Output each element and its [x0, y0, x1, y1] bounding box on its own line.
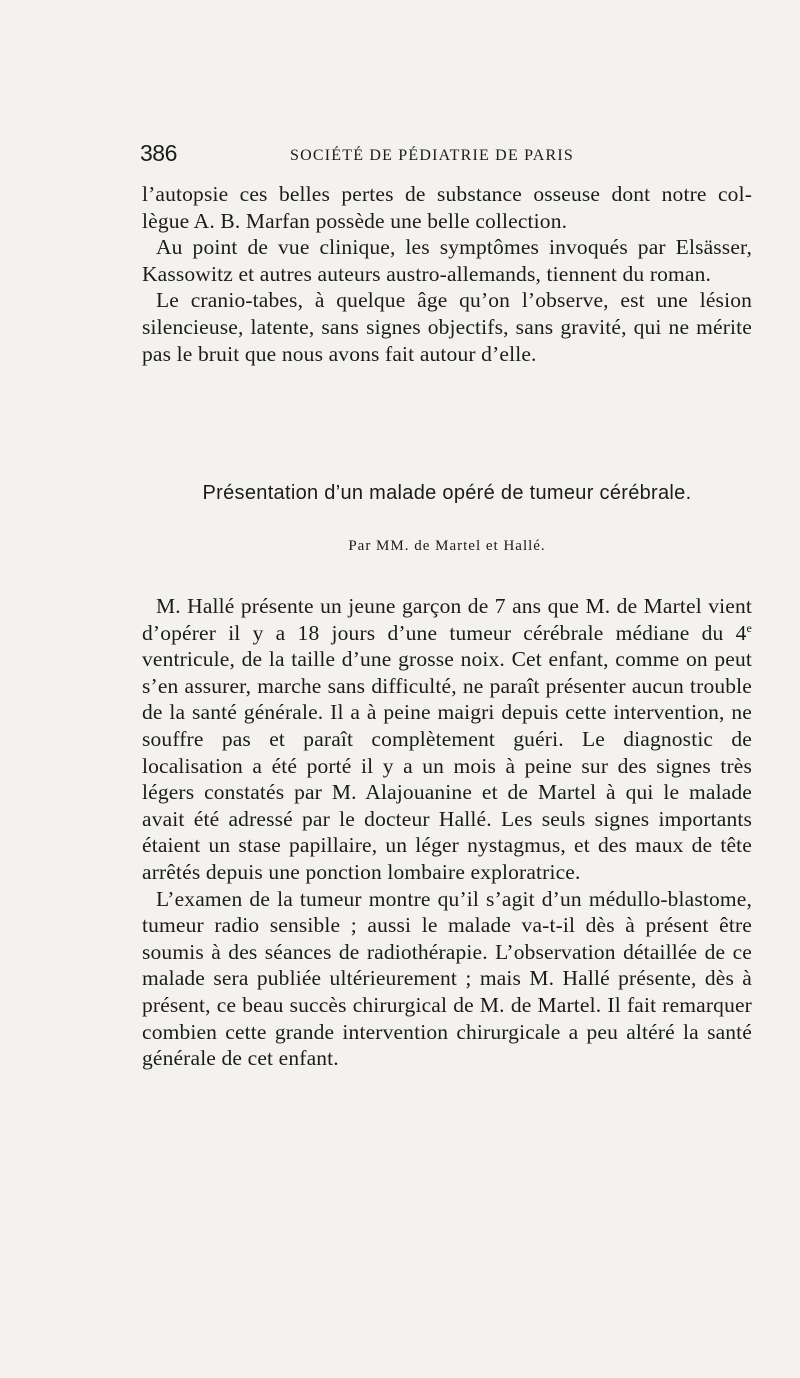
intro-text [142, 181, 752, 367]
section-authors: Par MM. de Martel et Hallé. [348, 538, 546, 554]
body-paragraph-1-rest: ventricule, de la taille d’une grosse noix. Cet enfant, comme on peut s’en assurer, marche sans difficulté, ne paraît présenter aucun trouble de la santé générale. Il a à peine maigri depuis cette intervention, ne souffre pas et paraît complètement guéri. Le diagnostic de localisation a été porté il y a un mois à peine sur des signes très légers constatés par M. Alajouanine et de Martel à qui le malade avait été adressé par le docteur Hallé. Les seuls signes importants étaient un stase papillaire, un léger nystagmus, et des maux de tête arrêtés depuis une ponction lombaire exploratrice. [142, 647, 752, 884]
ordinal-superscript: e [746, 620, 752, 635]
intro-paragraph-3: Le cranio-tabes, à quelque âge qu’on l’observe, est une lésion silencieuse, latente, sans signes objectifs, sans gravité, qui ne mérite pas le bruit que nous avons fait autour d’elle. [142, 288, 752, 366]
body-paragraph-2: L’examen de la tumeur montre qu’il s’agit d’un médullo-blastome, tumeur radio sensible ; aussi le malade va-t-il dès à présent être soumis à des séances de radiothérapie. L’observation détaillée de ce malade sera publiée ultérieurement ; mais M. Hallé présente, dès à présent, ce beau succès chirurgical de M. de Martel. Il fait remarquer combien cette grande intervention chirurgicale a peu altéré la santé générale de cet enfant. [142, 886, 752, 1071]
section-body [142, 593, 752, 1072]
intro-paragraph-2: Au point de vue clinique, les symptômes invoqués par Elsässer, Kassowitz et autres auteurs austro-allemands, tiennent du roman. [142, 235, 752, 286]
intro-line-2: lègue A. B. Marfan possède une belle collection. [142, 208, 568, 233]
body-paragraph-1 [142, 593, 752, 886]
running-title: SOCIÉTÉ DE PÉDIATRIE DE PARIS [290, 147, 574, 164]
intro-line-1: l’autopsie ces belles pertes de substance osseuse dont notre col- [142, 182, 752, 206]
section-title: Présentation d’un malade opéré de tumeur cérébrale. [202, 482, 692, 504]
body-paragraph-1-start: M. Hallé présente un jeune garçon de 7 ans que M. de Martel vient d’opérer il y a 18 jours d’une tumeur cérébrale médiane du 4 [142, 594, 752, 645]
page-header [140, 140, 752, 170]
page-number: 386 [140, 140, 177, 166]
